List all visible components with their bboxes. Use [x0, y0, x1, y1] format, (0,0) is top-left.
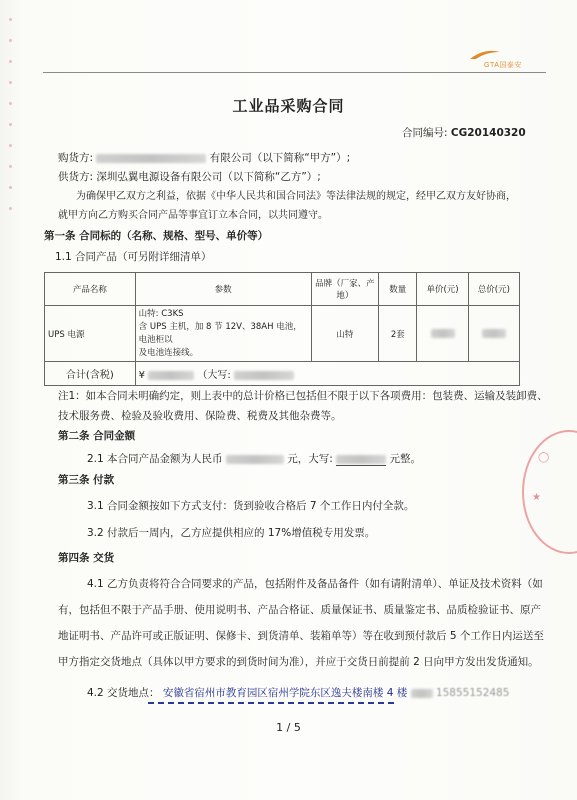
redacted-total-price	[482, 329, 506, 338]
company-seal-stamp	[522, 430, 577, 554]
article-4-title: 第四条 交货	[58, 552, 115, 564]
article-3-1: 3.1 合同金额按如下方式支付：货到验收合格后 7 个工作日内付全款。	[87, 500, 415, 512]
redacted-total-capital	[234, 371, 294, 380]
note-line-2: 技术服务费、检验及验收费用、保险费、税费及其他杂费等。	[58, 410, 342, 422]
intro-line-1: 为确保甲乙双方之利益，依据《中华人民共和国合同法》等法律法规的规定，经甲乙双方友好协商，	[76, 191, 516, 202]
param-line-3: 及电池连接线。	[138, 347, 199, 358]
table-row	[45, 306, 520, 362]
amount-text-b: 元，大写:	[287, 453, 333, 465]
product-table	[44, 272, 520, 386]
article-3-title: 第三条 付款	[58, 474, 115, 486]
cell-total-price	[468, 306, 519, 362]
delivery-address-label: 4.2 交货地点：	[87, 687, 160, 699]
total-amount-capital-label: （大写:	[197, 370, 231, 381]
delivery-address-underline	[148, 702, 394, 704]
note-line-1: 注1：如本合同未明确约定，则上表中的总计价格已包括但不限于以下各项费用：包装费、运输及装卸费、	[58, 390, 548, 402]
col-header-name: 产品名称	[45, 273, 136, 306]
col-header-brand: 品牌（厂家、产地）	[311, 273, 378, 306]
contract-number	[402, 126, 526, 140]
amount-capital-underline	[336, 453, 386, 466]
page-number: 1 / 5	[276, 721, 301, 734]
buyer-line	[58, 151, 350, 165]
col-header-params: 参数	[135, 273, 311, 306]
seller-label: 供货方:	[58, 171, 94, 183]
cell-qty: 2套	[379, 306, 417, 362]
contract-number-value: CG20140320	[450, 127, 526, 139]
article-4-1-line-2: 有，包括但不限于产品手册、使用说明书、产品合格证、质量保证书、质量鉴定书、品质检验证书、原产	[58, 604, 541, 616]
col-header-total: 总价(元)	[468, 273, 519, 306]
buyer-label: 购货方:	[58, 152, 94, 164]
cell-brand: 山特	[311, 306, 378, 362]
cell-product-name: UPS 电源	[45, 306, 136, 362]
article-4-1-line-1: 4.1 乙方负责将符合合同要求的产品，包括附件及备品备件（如有请附清单）、单证及技术资料（如	[87, 578, 543, 590]
param-line-1: 山特: C3KS	[138, 308, 184, 319]
document-title: 工业品采购合同	[232, 97, 345, 115]
article-2-1	[87, 452, 421, 466]
intro-line-2: 就甲方向乙方购买合同产品等事宜订立本合同，以共同遵守。	[58, 210, 328, 221]
redacted-unit-price	[431, 329, 455, 338]
delivery-address: 安徽省宿州市教育园区宿州学院东区逸夫楼南楼 4 楼	[162, 687, 408, 699]
header-rule	[43, 72, 546, 73]
article-2-title: 第二条 合同金额	[58, 430, 136, 442]
total-amount-symbol: ¥	[138, 370, 146, 381]
article-1-title: 第一条 合同标的（名称、规格、型号、单价等）	[44, 230, 269, 242]
amount-text-a: 2.1 本合同产品金额为人民币	[87, 453, 223, 465]
buyer-suffix: 有限公司（以下简称“甲方”）;	[209, 152, 351, 164]
binding-holes	[4, 0, 18, 800]
amount-text-c: 元整。	[389, 453, 421, 465]
logo-swoosh-icon	[470, 50, 500, 60]
redacted-amount-number	[226, 455, 284, 464]
logo-text: GTA国泰安	[484, 62, 522, 69]
article-4-1-line-3: 地证明书、产品许可或正版证明、保修卡、到货清单、装箱单等）等在收到预付款后 5 个工作日内运送至	[58, 630, 544, 642]
contract-number-label: 合同编号:	[402, 127, 448, 139]
cell-total-label: 合计(含税)	[45, 362, 136, 386]
table-header-row	[45, 273, 520, 306]
redacted-buyer-name	[96, 154, 206, 163]
cell-total-value	[135, 362, 519, 386]
redacted-amount-capital	[336, 455, 386, 464]
table-total-row	[45, 362, 520, 386]
param-line-2: 含 UPS 主机，加 8 节 12V、38AH 电池，电池柜以	[138, 321, 302, 345]
col-header-unit-price: 单价(元)	[417, 273, 468, 306]
cell-params	[135, 306, 311, 362]
col-header-qty: 数量	[379, 273, 417, 306]
seal-mark: ◯	[538, 452, 550, 463]
article-1-1: 1.1 合同产品（可另附详细清单）	[55, 251, 212, 263]
seller-line	[58, 170, 321, 184]
article-4-2	[87, 686, 509, 700]
cell-unit-price	[417, 306, 468, 362]
redacted-contact-name	[411, 689, 433, 698]
article-3-2: 3.2 付款后一周内，乙方应提供相应的 17%增值税专用发票。	[87, 527, 376, 539]
seller-name: 深圳弘翼电源设备有限公司（以下简称“乙方”）;	[96, 171, 321, 183]
article-4-1-line-4: 甲方指定交货地点（具体以甲方要求的到货时间为准），并应于交货日前提前 2 日向甲方发出发货通知。	[58, 656, 539, 668]
seal-mark: ★	[532, 492, 541, 503]
delivery-phone: 15855152485	[435, 687, 510, 699]
redacted-total-amount	[148, 371, 194, 380]
company-logo	[470, 48, 540, 72]
